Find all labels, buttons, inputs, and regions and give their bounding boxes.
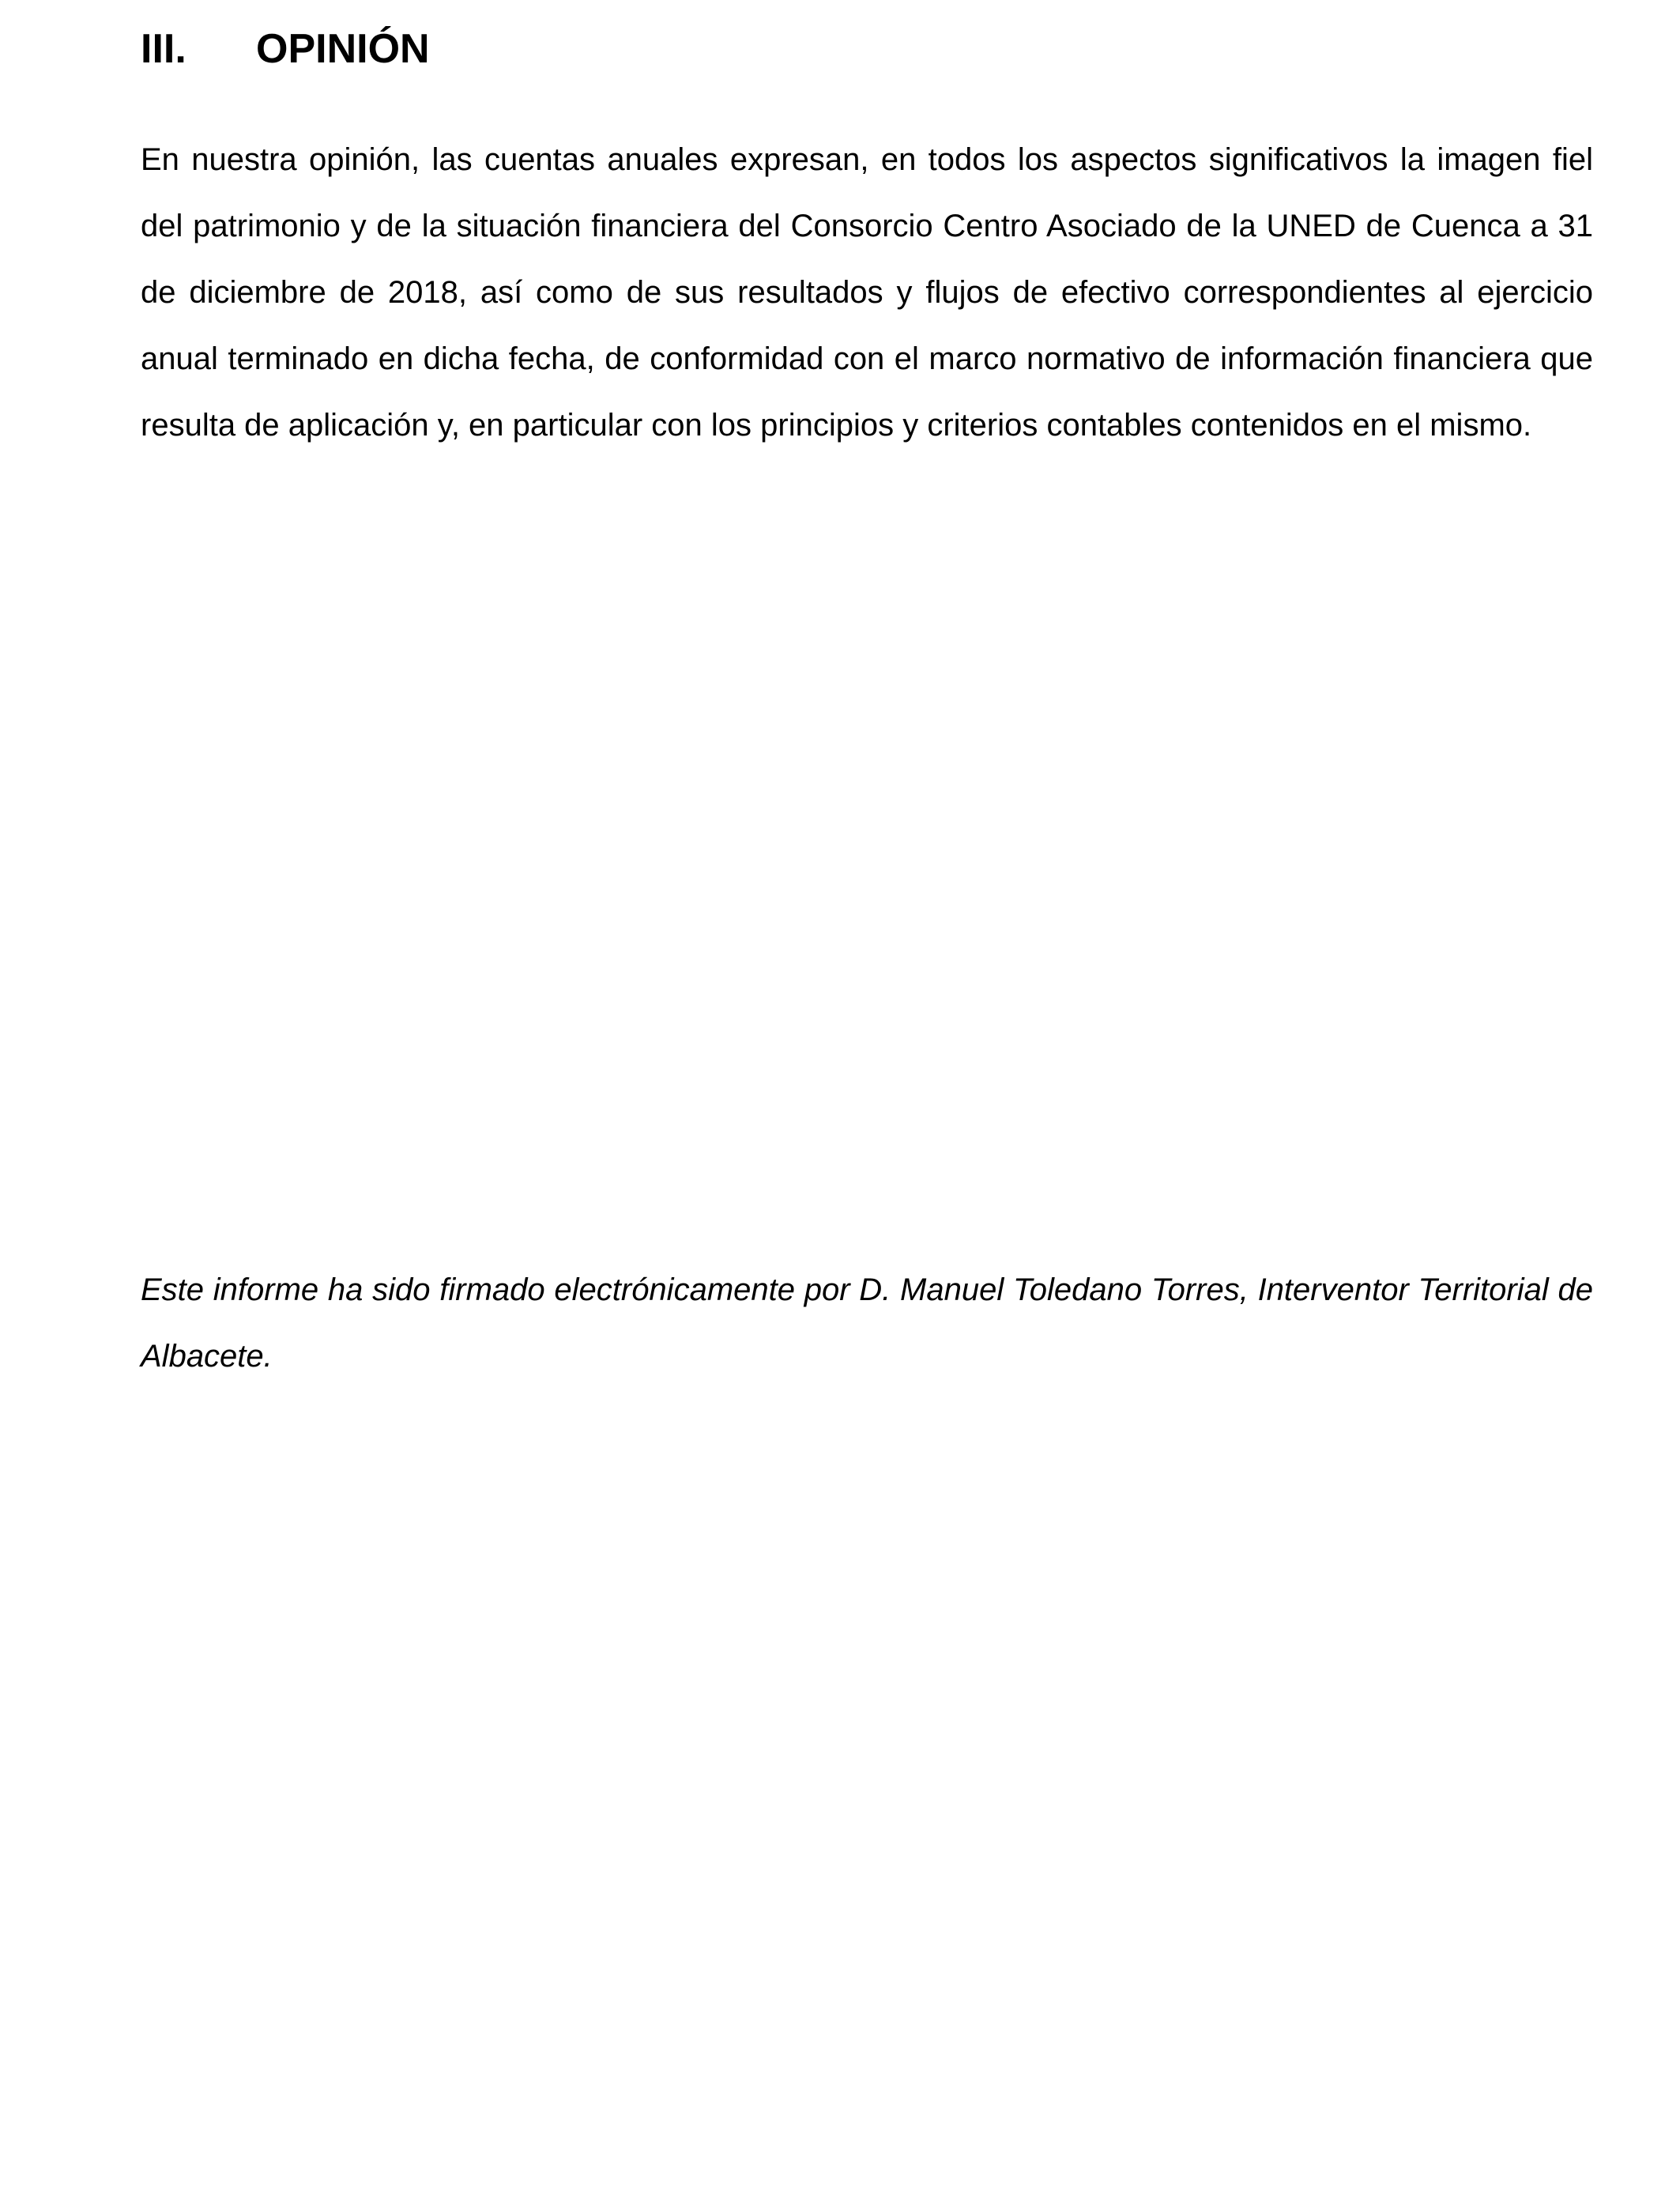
section-heading <box>141 19 430 79</box>
section-number: III. <box>141 26 186 72</box>
opinion-paragraph: En nuestra opinión, las cuentas anuales expresan, en todos los aspectos significativos la imagen fiel del patrimonio y de la situación financiera del Consorcio Centro Asociado de la UNED de Cuenca a 31 de diciembre de 2018, así como de sus resultados y flujos de efectivo correspondientes al ejercicio anual terminado en dicha fecha, de conformidad con el marco normativo de información financiera que resulta de aplicación y, en particular con los principios y criterios contables contenidos en el mismo. <box>141 142 1593 443</box>
signature-note: Este informe ha sido firmado electrónicamente por D. Manuel Toledano Torres, Interventor Territorial de Albacete. <box>141 1272 1593 1374</box>
section-title: OPINIÓN <box>256 26 430 72</box>
